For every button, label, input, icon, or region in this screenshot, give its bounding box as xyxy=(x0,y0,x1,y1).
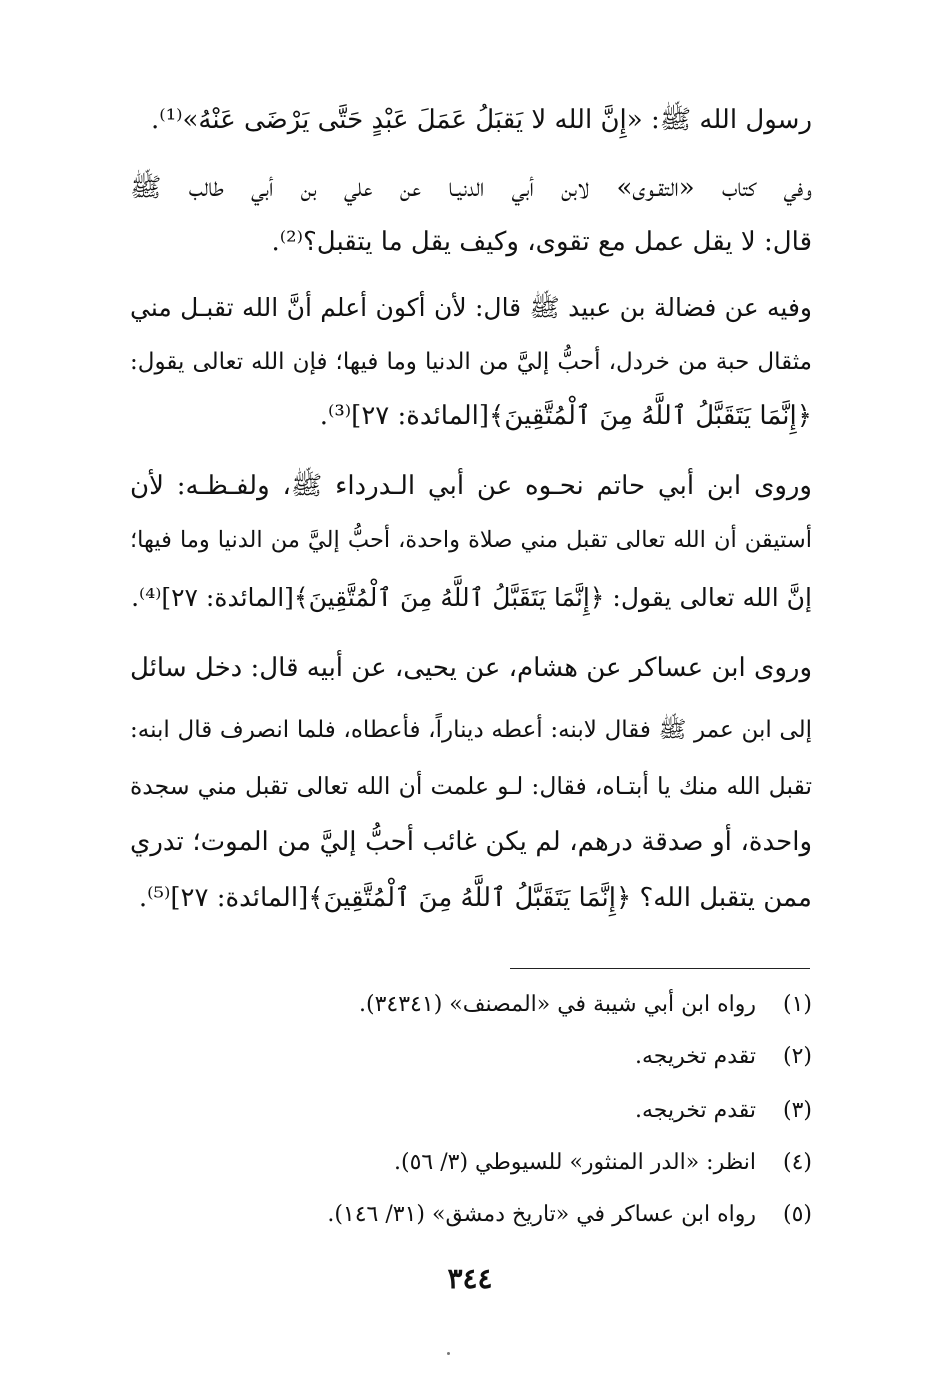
body-line-12: تقبل الله منك يا أبتـاه، فقال: لـو علمت أن الله تعالى تقبل مني سجدة xyxy=(130,772,812,800)
footnote-text: تقدم تخريجه. xyxy=(635,1044,756,1069)
footnote-4 xyxy=(130,1146,812,1180)
footnote-number: (١) xyxy=(782,992,812,1017)
footnote-text: رواه ابن أبي شيبة في «المصنف» (٣٤٣٤١). xyxy=(359,992,756,1017)
footnote-1 xyxy=(130,988,812,1022)
footnote-number: (٥) xyxy=(782,1202,812,1227)
body-line-11: إلى ابن عمر ﷺ فقال لابنه: أعطه ديناراً، فأعطاه، فلما انصرف قال ابنه: xyxy=(130,717,812,743)
body-line-1: رسول الله ﷺ: «إِنَّ الله لا يَقبَلُ عَمَلَ عَبْدٍ حَتَّى يَرْضَى عَنْهُ»⁽¹⁾. xyxy=(151,105,812,135)
footnote-2 xyxy=(130,1040,812,1074)
body-line-4: وفيه عن فضالة بن عبيد ﷺ قال: لأن أكون أعلم أنَّ الله تقبـل مني xyxy=(130,293,812,322)
scan-speck xyxy=(447,1352,450,1355)
body-line-3: قال: لا يقل عمل مع تقوى، وكيف يقل ما يتقبل؟⁽²⁾. xyxy=(271,227,812,257)
footnote-divider xyxy=(510,968,810,969)
body-line-7: وروى ابن أبي حاتم نحـوه عن أبي الـدرداء ﷺ، ولفـظـه: لأن xyxy=(130,471,812,501)
footnote-number: (٤) xyxy=(782,1150,812,1175)
body-line-9: إنَّ الله تعالى يقول: ﴿إِنَّمَا يَتَقَبَّلُ ٱللَّهُ مِنَ ٱلْمُتَّقِينَ﴾[المائدة: ٢٧]⁽⁴⁾. xyxy=(131,583,812,612)
footnote-3 xyxy=(130,1094,812,1128)
footnote-5 xyxy=(130,1198,812,1232)
footnote-text: تقدم تخريجه. xyxy=(635,1098,756,1123)
footnote-number: (٢) xyxy=(782,1044,812,1069)
body-line-14: ممن يتقبل الله؟ ﴿إِنَّمَا يَتَقَبَّلُ ٱللَّهُ مِنَ ٱلْمُتَّقِينَ﴾[المائدة: ٢٧]⁽⁵⁾. xyxy=(138,883,812,913)
footnote-text: رواه ابن عساكر في «تاريخ دمشق» (٣١/ ١٤٦). xyxy=(327,1202,756,1227)
body-line-6: ﴿إِنَّمَا يَتَقَبَّلُ ٱللَّهُ مِنَ ٱلْمُتَّقِينَ﴾[المائدة: ٢٧]⁽³⁾. xyxy=(319,401,812,431)
body-line-13: واحدة، أو صدقة درهم، لم يكن غائب أحبُّ إليَّ من الموت؛ تدري xyxy=(130,827,812,857)
body-line-5: مثقال حبة من خردل، أحبُّ إليَّ من الدنيا وما فيها؛ فإن الله تعالى يقول: xyxy=(130,349,812,375)
body-line-10: وروى ابن عساكر عن هشام، عن يحيى، عن أبيه قال: دخل سائل xyxy=(130,653,812,683)
page-number: ٣٤٤ xyxy=(447,1262,493,1295)
body-line-2: وفي كتاب «التقـوى» لابن أبي الدنيـا عن علي بن أبي طالب ﷺ xyxy=(130,173,812,203)
body-line-8: أستيقن أن الله تعالى تقبل مني صلاة واحدة، أحبُّ إليَّ من الدنيا وما فيها؛ xyxy=(130,527,812,553)
footnote-text: انظر: «الدر المنثور» للسيوطي (٣/ ٥٦). xyxy=(393,1150,756,1175)
footnote-number: (٣) xyxy=(782,1098,812,1123)
